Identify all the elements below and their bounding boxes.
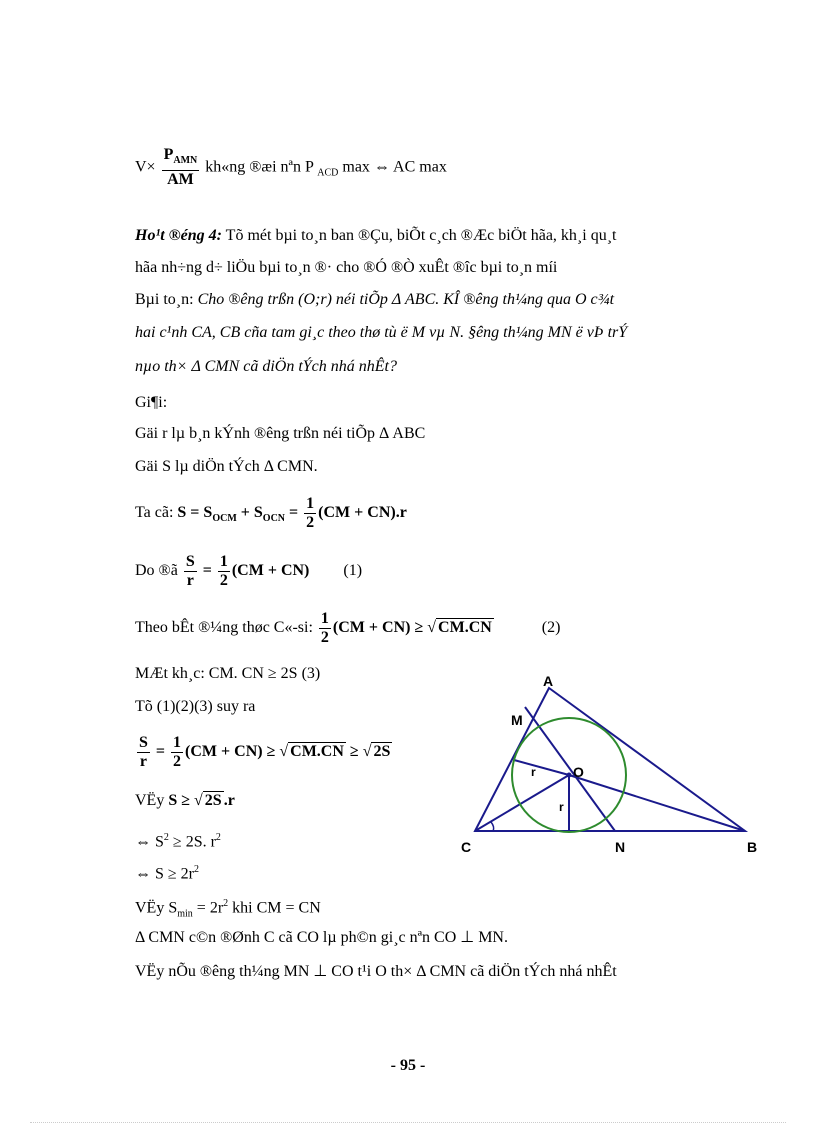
sqrt-2s: √ 2S	[362, 743, 391, 760]
text: 2	[163, 832, 169, 843]
text: CM.CN	[438, 619, 492, 636]
text: 2	[223, 898, 229, 909]
solution-line-5	[135, 609, 560, 647]
text: Ta cã:	[135, 504, 174, 521]
solution-line-11	[135, 860, 199, 884]
text: S	[185, 552, 195, 570]
sqrt-cm-cn: √ CM.CN	[279, 743, 344, 760]
text: (CM + CN)	[231, 562, 310, 579]
text: ⇔ S	[135, 833, 164, 851]
text: max ⇔ AC max	[342, 158, 447, 176]
fraction-s-r	[137, 734, 150, 771]
text: OCN	[262, 513, 286, 525]
line-vi	[135, 146, 447, 189]
text: OCM	[212, 513, 237, 525]
text: 1	[320, 609, 329, 627]
solution-line-9	[135, 791, 235, 811]
text: 2	[173, 752, 182, 770]
label-o: O	[573, 764, 584, 780]
sqrt-2s: √ 2S	[194, 792, 222, 809]
solution-line-13: Δ CMN c©n ®Ønh C cã CO lµ ph©n gi¸c nªn CO ⊥ MN.	[135, 929, 508, 946]
text: CM.CN	[290, 743, 344, 760]
activity-heading: Ho¹t ®éng 4:	[135, 227, 222, 244]
text: = 2r	[192, 899, 224, 917]
text: (CM + CN)	[332, 619, 411, 636]
text: VËy S	[135, 899, 178, 917]
fraction-half	[319, 610, 331, 647]
text: hai c¹nh CA, CB cña tam gi¸c theo thø tù ë M vµ N. §êng th¼ng MN ë vÞ trÝ	[135, 324, 628, 341]
text: .r	[223, 792, 235, 809]
text: min	[177, 908, 193, 920]
text: VËy	[135, 792, 165, 809]
text: .r	[395, 504, 407, 521]
text: 2	[194, 864, 200, 875]
solution-line-14: VËy nÕu ®êng th¼ng MN ⊥ CO t¹i O th× Δ CMN cã diÖn tÝch nhá nhÊt	[135, 963, 617, 980]
label-n: N	[615, 839, 626, 855]
problem-line-2	[135, 323, 627, 343]
text: Tõ mét bµi to¸n ban ®Çu, biÕt c¸ch ®Æc biÖt hãa, kh¸i qu¸t	[221, 227, 617, 244]
label-b: B	[747, 839, 758, 855]
triangle-figure	[445, 670, 775, 870]
radius-om	[514, 760, 569, 775]
text: nµo th× Δ CMN cã diÖn tÝch nhá nhÊt?	[135, 358, 397, 375]
label-r-2: r	[559, 800, 564, 814]
solution-line-3	[135, 494, 407, 538]
text: r	[139, 752, 147, 770]
solution-line-1: Gäi r lµ b¸n kÝnh ®êng trßn néi tiÕp Δ ABC	[135, 425, 426, 442]
text: r	[186, 571, 194, 589]
solution-line-6: MÆt kh¸c: CM. CN ≥ 2S (3)	[135, 665, 321, 682]
label-r-1: r	[531, 765, 536, 779]
sqrt-cm-cn: √ CM.CN	[427, 619, 492, 636]
fraction-s-r	[184, 553, 197, 590]
text: S = S	[177, 504, 213, 521]
fraction-half	[171, 734, 183, 771]
fraction-half	[218, 553, 230, 590]
text: ≥	[266, 743, 276, 760]
text: 2	[219, 571, 228, 589]
math	[177, 504, 299, 525]
angle-mark-c	[491, 822, 494, 831]
problem-label: Bµi to¸n:	[135, 291, 194, 308]
solution-line-4	[135, 552, 362, 590]
text: AM	[167, 171, 194, 189]
solution-label: Gi¶i:	[135, 394, 168, 411]
solution-line-2: Gäi S lµ diÖn tÝch Δ CMN.	[135, 458, 318, 475]
text: 2S	[373, 743, 391, 760]
activity-line-1	[135, 226, 616, 246]
text: ≥	[349, 743, 359, 760]
label-c: C	[461, 839, 472, 855]
text: =	[202, 562, 212, 579]
text: Cho ®êng trßn (O;r) néi tiÕp Δ ABC. KÎ ®êng th¼ng qua O c¾t	[193, 291, 615, 308]
problem-line-1	[135, 290, 614, 310]
text: =	[285, 504, 299, 521]
center-o-point	[567, 773, 572, 778]
text: (CM + CN)	[318, 504, 396, 521]
page-number: - 95 -	[390, 1057, 426, 1074]
text: 2S	[204, 792, 222, 809]
fraction-half	[304, 495, 316, 532]
text: 2	[306, 513, 315, 531]
text: ≥	[414, 619, 424, 636]
label-a: A	[543, 673, 554, 689]
text: V×	[135, 158, 156, 176]
text: 2	[215, 832, 221, 843]
activity-line-2	[135, 258, 557, 278]
text: 2	[320, 628, 329, 646]
text: 1	[173, 733, 182, 751]
text: ≥ 2S. r	[168, 833, 216, 851]
solution-line-7: Tõ (1)(2)(3) suy ra	[135, 698, 256, 715]
text: kh«ng ®æi nªn P	[205, 158, 314, 176]
fraction-p-am	[162, 146, 200, 189]
text: 1	[219, 552, 228, 570]
text: Do ®ã	[135, 562, 178, 579]
text: + S	[236, 504, 263, 521]
text: ⇔ S ≥ 2r	[135, 865, 195, 883]
text: S ≥	[168, 792, 191, 809]
solution-line-8	[135, 733, 392, 771]
text: S	[139, 733, 148, 751]
label-m: M	[511, 712, 523, 728]
text: P	[163, 146, 174, 163]
text: Theo bÊt ®¼ng thøc C«-si:	[135, 619, 313, 636]
text: 1	[306, 494, 315, 512]
text: hãa nh÷ng d÷ liÖu bµi to¸n ®· cho ®Ó ®Ò xuÊt ®îc bµi to¸n míi	[135, 259, 558, 276]
text: (CM + CN)	[185, 743, 263, 760]
solution-line-12	[135, 894, 321, 925]
text: ACD	[317, 167, 339, 179]
text: (2)	[541, 619, 561, 636]
text: =	[155, 743, 166, 760]
solution-line-10	[135, 828, 221, 852]
text: khi CM = CN	[228, 899, 321, 917]
text: (1)	[343, 562, 363, 579]
text: AMN	[173, 155, 198, 167]
problem-line-3	[135, 357, 397, 377]
